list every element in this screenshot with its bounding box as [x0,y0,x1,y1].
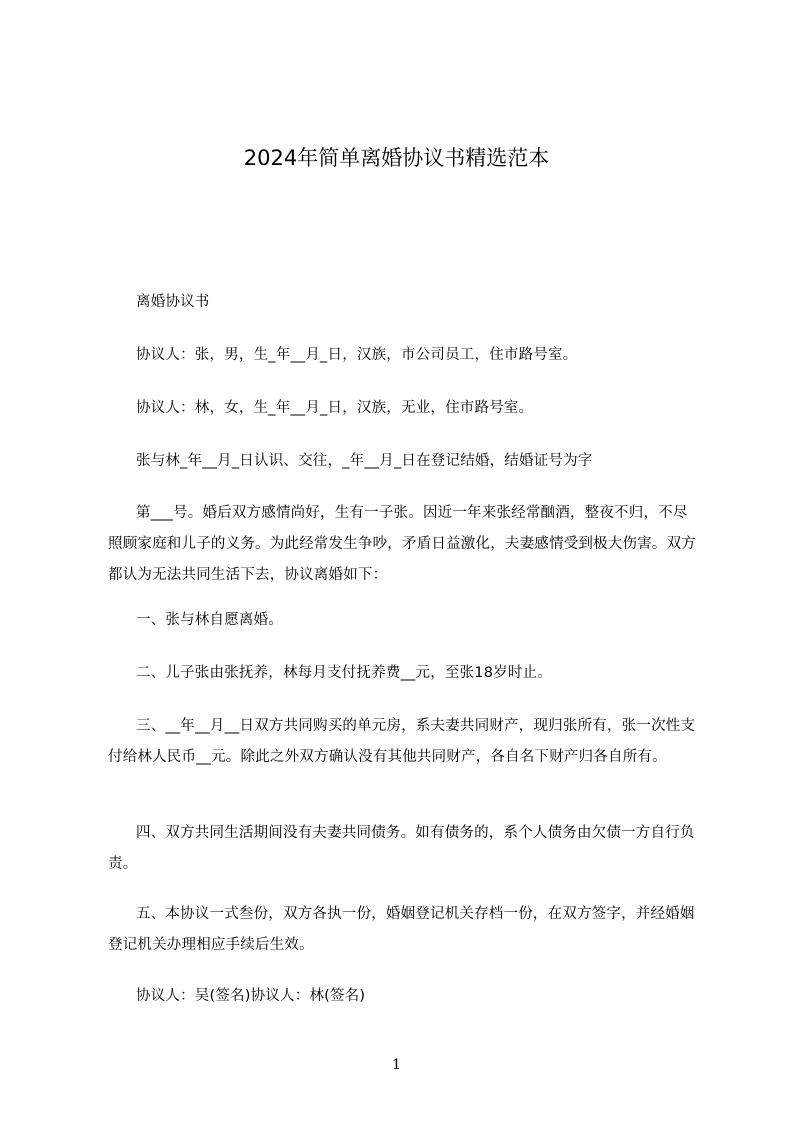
paragraph-party-a: 协议人：张，男，生_年__月_日，汉族，市公司员工，住市路号室。 [136,347,578,363]
paragraph-party-b: 协议人：林，女，生_年__月_日，汉族，无业，住市路号室。 [136,400,534,416]
page-number: 1 [392,1057,401,1073]
paragraph-clause-5: 五、本协议一式叁份，双方各执一份，婚姻登记机关存档一份，在双方签字，并经婚姻登记机关办理相应手续后生效。 [108,906,695,953]
paragraph-clause-2: 二、儿子张由张抚养，林每月支付抚养费__元，至张18岁时止。 [136,665,552,681]
paragraph-clause-4: 四、双方共同生活期间没有夫妻共同债务。如有债务的，系个人债务由欠债一方自行负责。 [108,825,695,872]
paragraph-clause-1: 一、张与林自愿离婚。 [136,612,283,628]
paragraph-signatures: 协议人：吴(签名)协议人：林(签名) [136,988,366,1004]
paragraph-marriage: 张与林_年__月_日认识、交往，_年__月_日在登记结婚，结婚证号为字 [136,453,593,469]
paragraph-heading: 离婚协议书 [136,294,210,310]
paragraph-background: 第___号。婚后双方感情尚好，生有一子张。因近一年来张经常酗酒，整夜不归，不尽照顾家庭和儿子的义务。为此经常发生争吵，矛盾日益激化，夫妻感情受到极大伤害。双方都认为无法共同生活下去，协议离婚如下： [108,505,696,583]
document-title: 2024年简单离婚协议书精选范本 [243,146,550,170]
paragraph-clause-3: 三、__年__月__日双方共同购买的单元房，系夫妻共同财产，现归张所有，张一次性支付给林人民币__元。除此之外双方确认没有其他共同财产，各自名下财产归各自所有。 [108,718,696,765]
